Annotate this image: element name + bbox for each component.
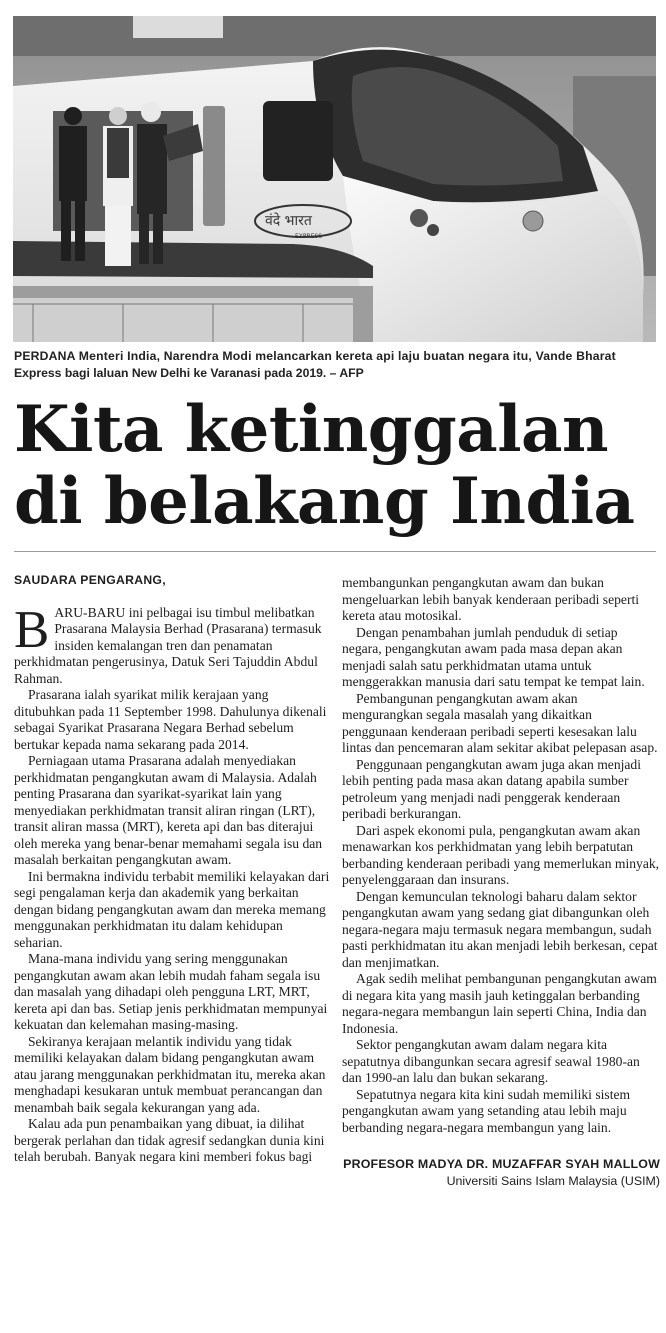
- headline-line-2: di belakang India: [14, 464, 635, 539]
- paragraph: Kalau ada pun penambaikan yang dibuat, ia dilihat bergerak perlahan dan tidak agresif sedangkan dunia kini telah berubah. Banyak negara kini memberi fokus bagi: [14, 1116, 325, 1164]
- caption-line-2: Express bagi laluan New Delhi ke Varanasi pada 2019. – AFP: [14, 366, 364, 380]
- divider: [14, 551, 656, 552]
- news-photo: [13, 16, 656, 342]
- article-headline: [14, 394, 654, 538]
- paragraph: Pembangunan pengangkutan awam akan mengurangkan segala masalah yang dikaitkan penggunaan kenderaan peribadi seperti kesesakan lalu lintas dan pencemaran alam sekitar akibat pelepasan asap.: [342, 690, 658, 755]
- paragraph: Perniagaan utama Prasarana adalah menyediakan perkhidmatan pengangkutan awam di Malaysia. Adalah penting Prasarana dan syarikat-syarikat lain yang menyediakan perkhidmatan transit aliran ringan (LRT), transit aliran massa (MRT), kereta api dan bas diterajui oleh mereka yang benar-benar memahami segala isu dan masalah berkaitan pengangkutan awam.: [14, 753, 323, 867]
- paragraph: Dengan kemunculan teknologi baharu dalam sektor pengangkutan awam yang sedang giat dibangunkan oleh negara-negara maju termasuk negara membangun, sudah pasti perkhidmatan itu akan menjadi lebih berkesan, cepat dan menjimatkan.: [342, 888, 658, 970]
- photo-caption: [14, 348, 656, 382]
- paragraph: membangunkan pengangkutan awam dan bukan mengeluarkan lebih banyak kenderaan peribadi seperti kereta atau motosikal.: [342, 575, 640, 623]
- paragraph: Penggunaan pengangkutan awam juga akan menjadi lebih penting pada masa akan datang apabila sumber petroleum yang menjadi nadi penggerak kenderaan peribadi berkurangan.: [342, 756, 641, 821]
- train-photo-icon: [13, 16, 656, 342]
- kicker: SAUDARA PENGARANG,: [14, 573, 166, 587]
- paragraph: Sektor pengangkutan awam dalam negara kita sepatutnya dibangunkan secara agresif seawal 1980-an dan 1990-an lalu dan bukan sekarang.: [342, 1037, 640, 1085]
- paragraph: Sekiranya kerajaan melantik individu yang tidak memiliki kelayakan dalam bidang pengangkutan awam atau jarang menggunakan perkhidmatan itu, mereka akan menghadapi kesukaran untuk membuat perancangan dan menambah baik segala kekurangan yang ada.: [14, 1033, 326, 1115]
- svg-text:वंदे भारत: वंदे भारत: [265, 213, 312, 229]
- paragraph: Dengan penambahan jumlah penduduk di setiap negara, pengangkutan awam pada masa depan akan menjadi salah satu perkhidmatan utama untuk menggerakkan manusia dari satu tempat ke tempat lain.: [342, 624, 645, 689]
- paragraph: Mana-mana individu yang sering menggunakan pengangkutan awam akan lebih mudah faham segala isu dan masalah yang dihadapi oleh pengguna LRT, MRT, kereta api dan bas. Setiap jenis perkhidmatan mempunyai kekuatan dan kelemahan masing-masing.: [14, 951, 328, 1032]
- paragraph: Dari aspek ekonomi pula, pengangkutan awam akan menawarkan kos perkhidmatan yang lebih berpatutan berbanding kenderaan peribadi yang memerlukan minyak, penyelenggaraan dan insurans.: [342, 822, 660, 887]
- paragraph: Sepatutnya negara kita kini sudah memiliki sistem pengangkutan awam yang setanding atau lebih maju berbanding negara-negara membangun yang lain.: [342, 1086, 631, 1135]
- article-column-right: [342, 575, 660, 1190]
- author-name: PROFESOR MADYA DR. MUZAFFAR SYAH MALLOW: [343, 1157, 660, 1171]
- drop-cap: B: [14, 600, 50, 659]
- svg-text:EXPRESS: EXPRESS: [295, 233, 323, 240]
- paragraph-text: ARU-BARU ini pelbagai isu timbul melibatkan Prasarana Malaysia Berhad (Prasarana) termasuk insiden kemalangan tren dan penamatan perkhidmatan pengerusinya, Datuk Seri Tajuddin Abdul Rahman.: [14, 604, 322, 686]
- caption-line-1: PERDANA Menteri India, Narendra Modi melancarkan kereta api laju buatan negara itu, Vande Bharat: [14, 349, 616, 363]
- article-column-left: [14, 572, 332, 1166]
- author-affiliation: Universiti Sains Islam Malaysia (USIM): [446, 1174, 660, 1188]
- paragraph: Ini bermakna individu terbabit memiliki kelayakan dari segi pengalaman kerja dan akademik yang berkaitan dengan bidang pengangkutan awam dan mereka memang menggunakan perkhidmatan itu dalam kehidupan seharian.: [14, 868, 330, 950]
- headline-line-1: Kita ketinggalan: [14, 392, 608, 467]
- paragraph: Agak sedih melihat pembangunan pengangkutan awam di negara kita yang masih jauh ketinggalan berbanding negara-negara membangun lain seperti China, India dan Indonesia.: [342, 971, 657, 1036]
- paragraph: Prasarana ialah syarikat milik kerajaan yang ditubuhkan pada 11 September 1998. Dahulunya dikenali sebagai Syarikat Prasarana Negara Berhad sebelum bertukar kepada nama sekarang pada 2014.: [14, 687, 327, 752]
- paragraph: [14, 600, 332, 688]
